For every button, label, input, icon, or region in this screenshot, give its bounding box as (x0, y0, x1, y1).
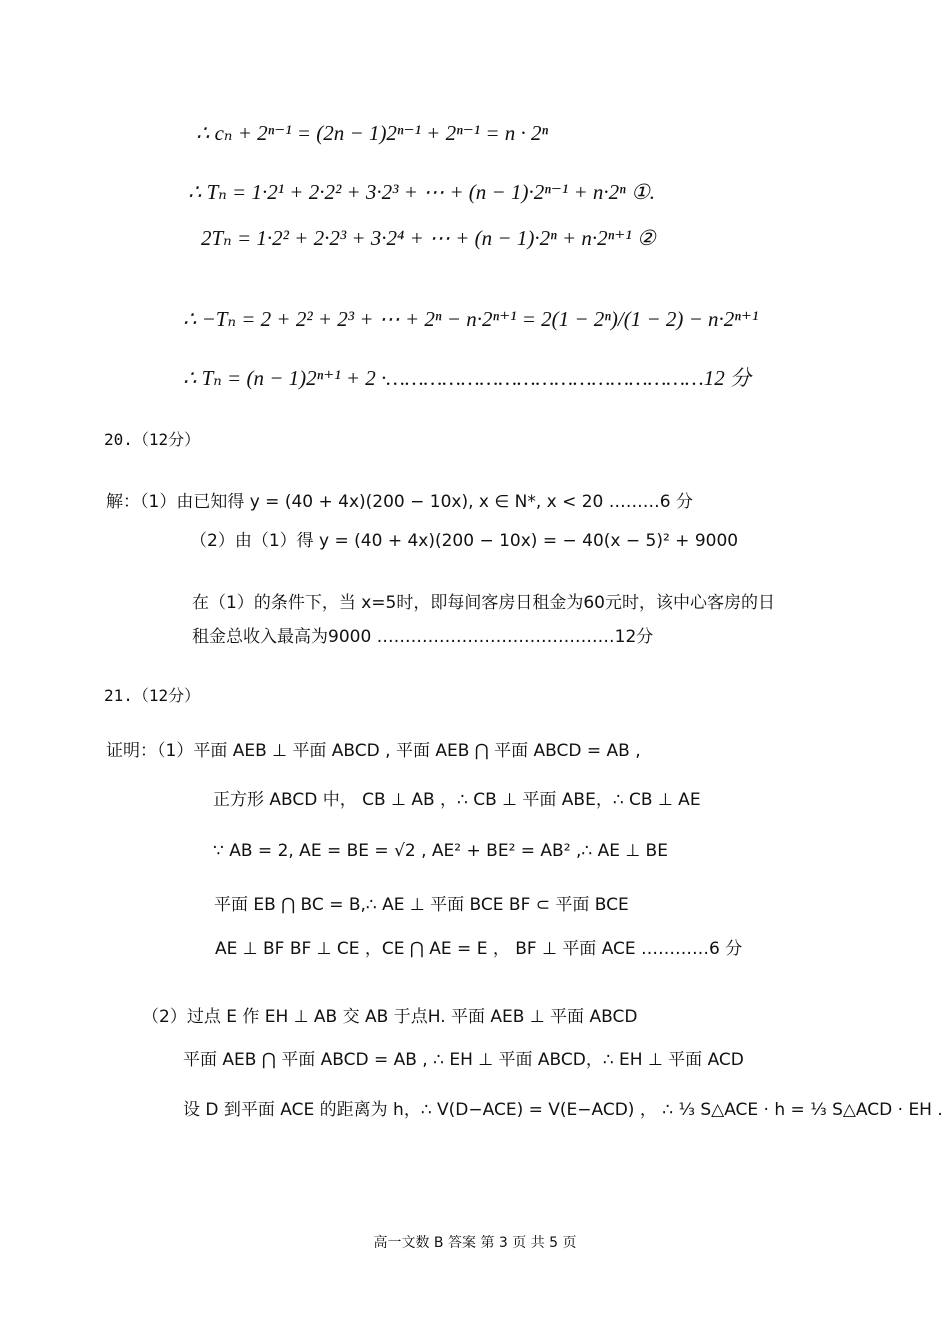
math-line-5: ∴ Tₙ = (n − 1)2ⁿ⁺¹ + 2 ·……………………………………………12 分 (183, 366, 751, 390)
math-line-3: 2Tₙ = 1·2² + 2·2³ + 3·2⁴ + ⋯ + (n − 1)·2ⁿ + n·2ⁿ⁺¹ ② (201, 226, 656, 250)
q21-line-4: 平面 EB ⋂ BC = B,∴ AE ⊥ 平面 BCE BF ⊂ 平面 BCE (214, 895, 629, 915)
math-line-4: ∴ −Tₙ = 2 + 2² + 2³ + ⋯ + 2ⁿ − n·2ⁿ⁺¹ = 2(1 − 2ⁿ)/(1 − 2) − n·2ⁿ⁺¹ (183, 307, 759, 331)
q21-line-5: AE ⊥ BF BF ⊥ CE ，CE ⋂ AE = E ， BF ⊥ 平面 ACE …………6 分 (215, 939, 743, 959)
q21-line-1: 证明：（1）平面 AEB ⊥ 平面 ABCD , 平面 AEB ⋂ 平面 ABCD = AB , (106, 741, 641, 761)
q20-line-4: 租金总收入最高为9000 ……………………………………12分 (192, 627, 654, 647)
q20-heading: 20.（12分） (104, 430, 201, 449)
q20-line-3: 在（1）的条件下，当 x=5时，即每间客房日租金为60元时，该中心客房的日 (192, 593, 775, 613)
math-line-2: ∴ Tₙ = 1·2¹ + 2·2² + 3·2³ + ⋯ + (n − 1)·2ⁿ⁻¹ + n·2ⁿ ①. (188, 180, 656, 204)
q21-line-3: ∵ AB = 2, AE = BE = √2 , AE² + BE² = AB² ,∴ AE ⊥ BE (213, 841, 668, 861)
q21-line-6: （2）过点 E 作 EH ⊥ AB 交 AB 于点H. 平面 AEB ⊥ 平面 ABCD (142, 1007, 638, 1027)
q20-line-2: （2）由（1）得 y = (40 + 4x)(200 − 10x) = − 40(x − 5)² + 9000 (190, 531, 739, 551)
math-line-1: ∴ cₙ + 2ⁿ⁻¹ = (2n − 1)2ⁿ⁻¹ + 2ⁿ⁻¹ = n · 2ⁿ (196, 121, 549, 145)
q21-heading: 21.（12分） (104, 686, 201, 705)
page-footer: 高一文数 B 答案 第 3 页 共 5 页 (373, 1235, 577, 1251)
q21-line-7: 平面 AEB ⋂ 平面 ABCD = AB , ∴ EH ⊥ 平面 ABCD，∴ EH ⊥ 平面 ACD (183, 1050, 744, 1070)
q20-line-1: 解：（1）由已知得 y = (40 + 4x)(200 − 10x), x ∈ N*, x < 20 ………6 分 (106, 492, 693, 512)
q21-line-8: 设 D 到平面 ACE 的距离为 h，∴ V(D−ACE) = V(E−ACD) ， ∴ ⅓ S△ACE · h = ⅓ S△ACD · EH . (183, 1100, 943, 1120)
q21-line-2: 正方形 ABCD 中， CB ⊥ AB ，∴ CB ⊥ 平面 ABE，∴ CB ⊥ AE (213, 790, 701, 810)
